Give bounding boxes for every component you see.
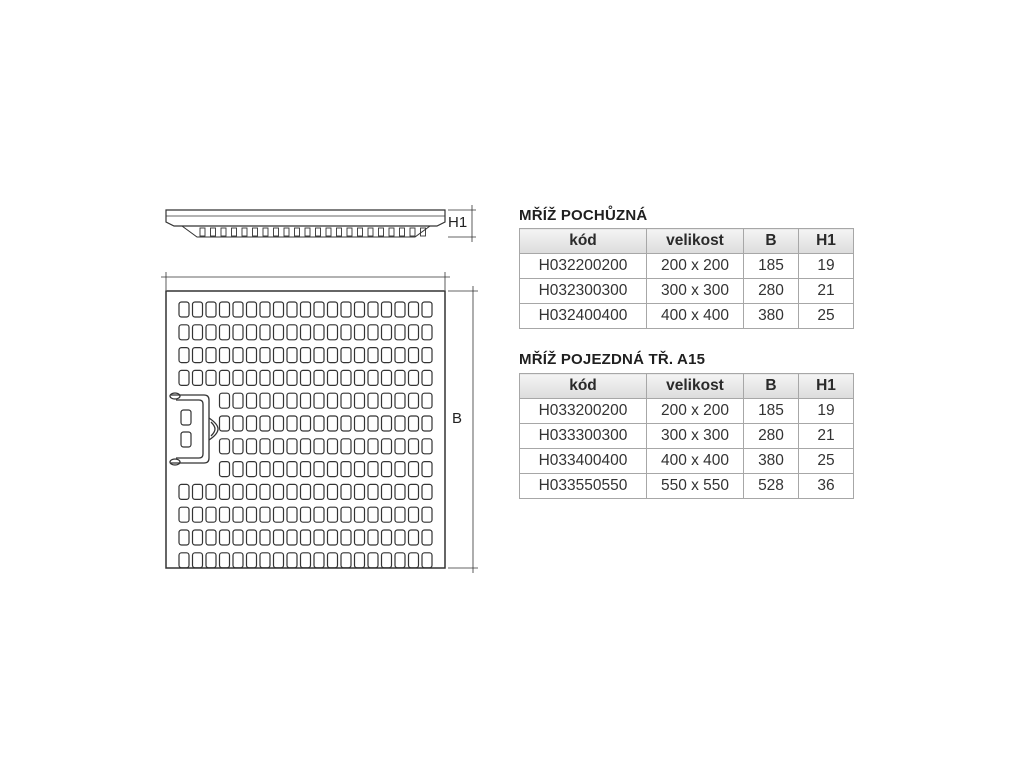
header-b: B — [744, 229, 799, 254]
table-row — [520, 399, 854, 424]
cell-h1: 19 — [799, 254, 854, 279]
header-b: B — [744, 374, 799, 399]
cell-b: 280 — [744, 424, 799, 449]
header-kod: kód — [520, 229, 647, 254]
table-row — [520, 449, 854, 474]
header-velikost: velikost — [647, 374, 744, 399]
cell-velikost: 300 x 300 — [647, 424, 744, 449]
cell-h1: 19 — [799, 399, 854, 424]
cell-h1: 25 — [799, 449, 854, 474]
cell-b: 380 — [744, 449, 799, 474]
table-row — [520, 254, 854, 279]
table-row — [520, 424, 854, 449]
cell-kod: H033300300 — [520, 424, 647, 449]
cell-h1: 36 — [799, 474, 854, 499]
cell-b: 380 — [744, 304, 799, 329]
cell-b: 528 — [744, 474, 799, 499]
table-header-row — [520, 229, 854, 254]
cell-h1: 21 — [799, 424, 854, 449]
grate-technical-drawing — [150, 195, 490, 585]
table-row — [520, 279, 854, 304]
cell-velikost: 400 x 400 — [647, 449, 744, 474]
cell-velikost: 550 x 550 — [647, 474, 744, 499]
cell-kod: H032200200 — [520, 254, 647, 279]
width-dimension — [161, 272, 450, 290]
cell-velikost: 200 x 200 — [647, 254, 744, 279]
cell-h1: 25 — [799, 304, 854, 329]
cell-kod: H032400400 — [520, 304, 647, 329]
b-dimension-label: B — [452, 410, 463, 427]
cell-kod: H033400400 — [520, 449, 647, 474]
cell-b: 280 — [744, 279, 799, 304]
cell-kod: H033550550 — [520, 474, 647, 499]
cell-velikost: 400 x 400 — [647, 304, 744, 329]
cell-kod: H032300300 — [520, 279, 647, 304]
grate-top-view — [166, 291, 445, 568]
cell-b: 185 — [744, 399, 799, 424]
table-row — [520, 474, 854, 499]
header-kod: kód — [520, 374, 647, 399]
table-row — [520, 304, 854, 329]
spec-table-drivable — [519, 373, 854, 499]
b-dimension — [448, 286, 478, 573]
cell-velikost: 300 x 300 — [647, 279, 744, 304]
grate-side-view — [166, 210, 445, 237]
table-header-row — [520, 374, 854, 399]
section-title-walkable-grate: MŘÍŽ POCHŮZNÁ — [519, 207, 648, 224]
cell-velikost: 200 x 200 — [647, 399, 744, 424]
cell-b: 185 — [744, 254, 799, 279]
header-velikost: velikost — [647, 229, 744, 254]
h1-dimension-label: H1 — [448, 214, 468, 231]
header-h1: H1 — [799, 374, 854, 399]
section-title-drivable-grate: MŘÍŽ POJEZDNÁ TŘ. A15 — [519, 351, 706, 368]
spec-table-walkable — [519, 228, 854, 329]
cell-h1: 21 — [799, 279, 854, 304]
header-h1: H1 — [799, 229, 854, 254]
cell-kod: H033200200 — [520, 399, 647, 424]
